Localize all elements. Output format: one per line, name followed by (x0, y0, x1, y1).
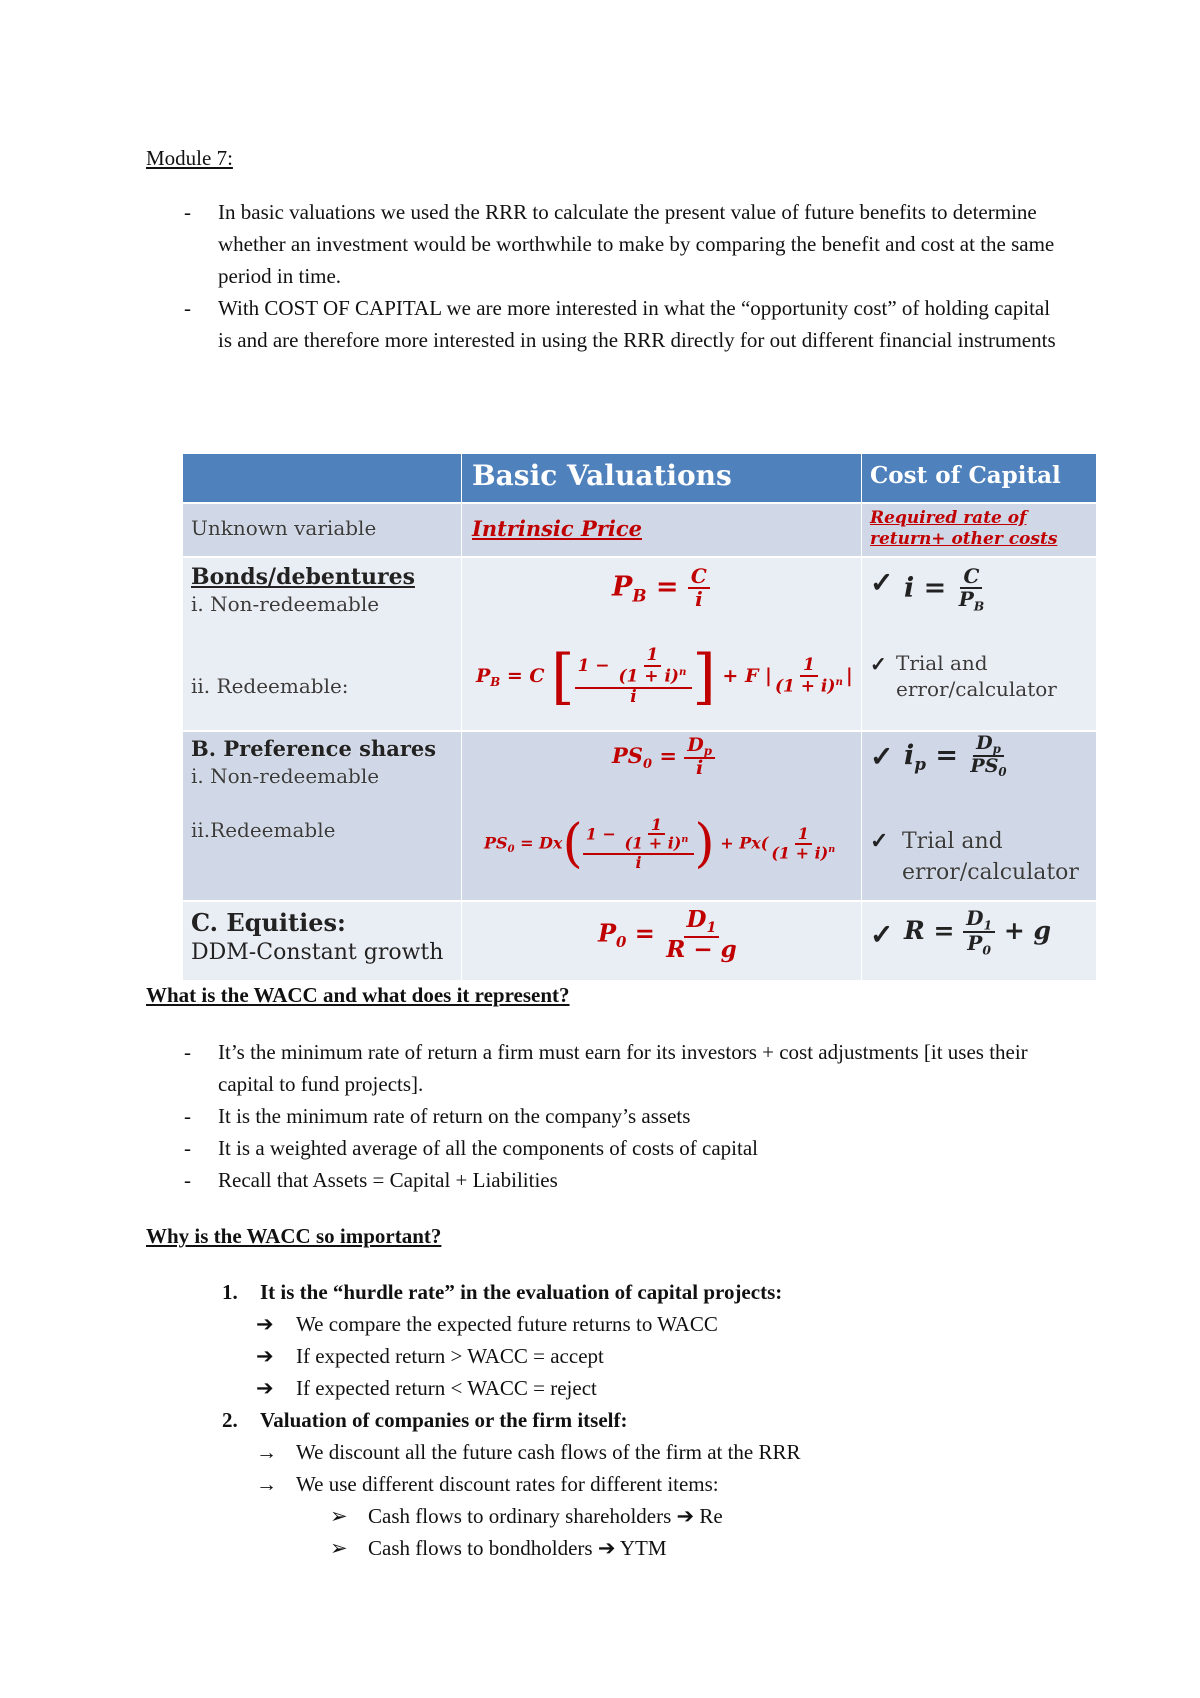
bond-trial-error: Trial and error/calculator (896, 651, 1057, 701)
intro-bullet: - With COST OF CAPITAL we are more interested in what the “opportunity cost” of holding capital is and are therefore more interested in using the RRR directly for out different financial instruments (146, 292, 1066, 356)
why-subpoint: ➢ Cash flows to ordinary shareholders ➔ Re (218, 1500, 1118, 1532)
why-point: ➔ If expected return > WACC = accept (218, 1340, 1118, 1372)
table-row-preference-shares (183, 732, 1096, 900)
why-subpoint: ➢ Cash flows to bondholders ➔ YTM (218, 1532, 1118, 1564)
bonds-redeemable: ii. Redeemable: (191, 674, 349, 698)
check-icon: ✓ (870, 918, 894, 951)
table-row-bonds (183, 558, 1096, 730)
why-point: → We use different discount rates for different items: (218, 1468, 1118, 1500)
equities-ddm: DDM-Constant growth (191, 940, 444, 965)
header-basic-valuations: Basic Valuations (472, 459, 732, 492)
why-point: ➔ We compare the expected future returns to WACC (218, 1308, 1118, 1340)
bond-cost-formula: i = $\frac{C}{P_B}$ (904, 564, 985, 614)
valuation-comparison-table (183, 454, 1096, 980)
equity-cost-formula: R = $\frac{D_1}{P_0}$ + g (904, 906, 1051, 958)
why-point: → We discount all the future cash flows of the firm at the RRR (218, 1436, 1118, 1468)
arrow-icon: ➔ (256, 1376, 274, 1400)
wacc-bullet: - It is the minimum rate of return on the company’s assets (146, 1100, 1066, 1132)
intrinsic-price-label: Intrinsic Price (472, 516, 642, 541)
intro-bullet-list (146, 196, 1066, 356)
arrow-icon: ➔ (256, 1312, 274, 1336)
preference-trial-error: Trial and error/calculator (902, 829, 1079, 885)
check-icon: ✓ (870, 740, 894, 773)
redeemable-preference-price-formula: $PS_0 = Dx$( 1 − $\frac{1}{(1 + i)^n}$ i ) + Px( $\frac{1}{(1 + i)^n}$ (484, 814, 836, 874)
header-cost-of-capital: Cost of Capital (870, 462, 1061, 489)
bonds-non-redeemable: i. Non-redeemable (191, 592, 380, 616)
arrow-icon: → (256, 1472, 277, 1496)
check-icon: ✓ (870, 652, 887, 676)
table-header-row (183, 454, 1096, 502)
why-list (218, 1276, 1118, 1564)
wacc-bullet-list (146, 1036, 1066, 1196)
wacc-bullet: - Recall that Assets = Capital + Liabilities (146, 1164, 1066, 1196)
arrow-icon: ➔ (256, 1344, 274, 1368)
bond-price-formula: $P_B$ = $\frac{C}{i}$ (612, 566, 710, 610)
preference-redeemable: ii.Redeemable (191, 818, 336, 842)
redeemable-bond-price-formula: $P_B = C$ [ 1 − $\frac{1}{(1 + i)^n}$ i ] + F | $\frac{1}{(1 + i)^n}$ | (476, 642, 853, 712)
check-icon: ✓ (870, 828, 889, 854)
arrow-icon: → (256, 1440, 277, 1464)
intro-bullet: - In basic valuations we used the RRR to calculate the present value of future benefits to determine whether an investment would be worthwhile to make by comparing the benefit and cost at the same period in time. (146, 196, 1066, 292)
wacc-heading: What is the WACC and what does it represent? (146, 983, 570, 1007)
table-row-equities (183, 902, 1096, 980)
equity-price-formula: $P_0$ = $\frac{D_1}{R - g}$ (598, 906, 737, 963)
equities-title: C. Equities: (191, 908, 346, 937)
bullet-arrow-icon: ➢ (330, 1504, 348, 1528)
why-point: ➔ If expected return < WACC = reject (218, 1372, 1118, 1404)
bonds-title: Bonds/debentures (191, 564, 415, 590)
why-item-2: 2. Valuation of companies or the firm itself: (222, 1408, 628, 1432)
preference-cost-formula: $i_p$ = $\frac{D_p}{PS_0}$ (904, 732, 1007, 780)
why-heading: Why is the WACC so important? (146, 1224, 442, 1248)
wacc-bullet: - It is a weighted average of all the components of costs of capital (146, 1132, 1066, 1164)
module-title: Module 7: (146, 146, 233, 170)
check-icon: ✓ (870, 566, 894, 599)
preference-price-formula: $PS_0$ = $\frac{D_p}{i}$ (612, 736, 715, 779)
why-item-1: 1. It is the “hurdle rate” in the evaluation of capital projects: (222, 1280, 783, 1304)
unknown-variable-label: Unknown variable (191, 516, 377, 540)
preference-title: B. Preference shares (191, 736, 437, 761)
bullet-arrow-icon: ➢ (330, 1536, 348, 1560)
table-row-unknown-variable (183, 504, 1096, 556)
preference-non-redeemable: i. Non-redeemable (191, 764, 380, 788)
required-rate-label: Required rate of return+ other costs (870, 508, 1058, 549)
wacc-bullet: - It’s the minimum rate of return a firm must earn for its investors + cost adjustments [it uses their capital to fund projects]. (146, 1036, 1066, 1100)
